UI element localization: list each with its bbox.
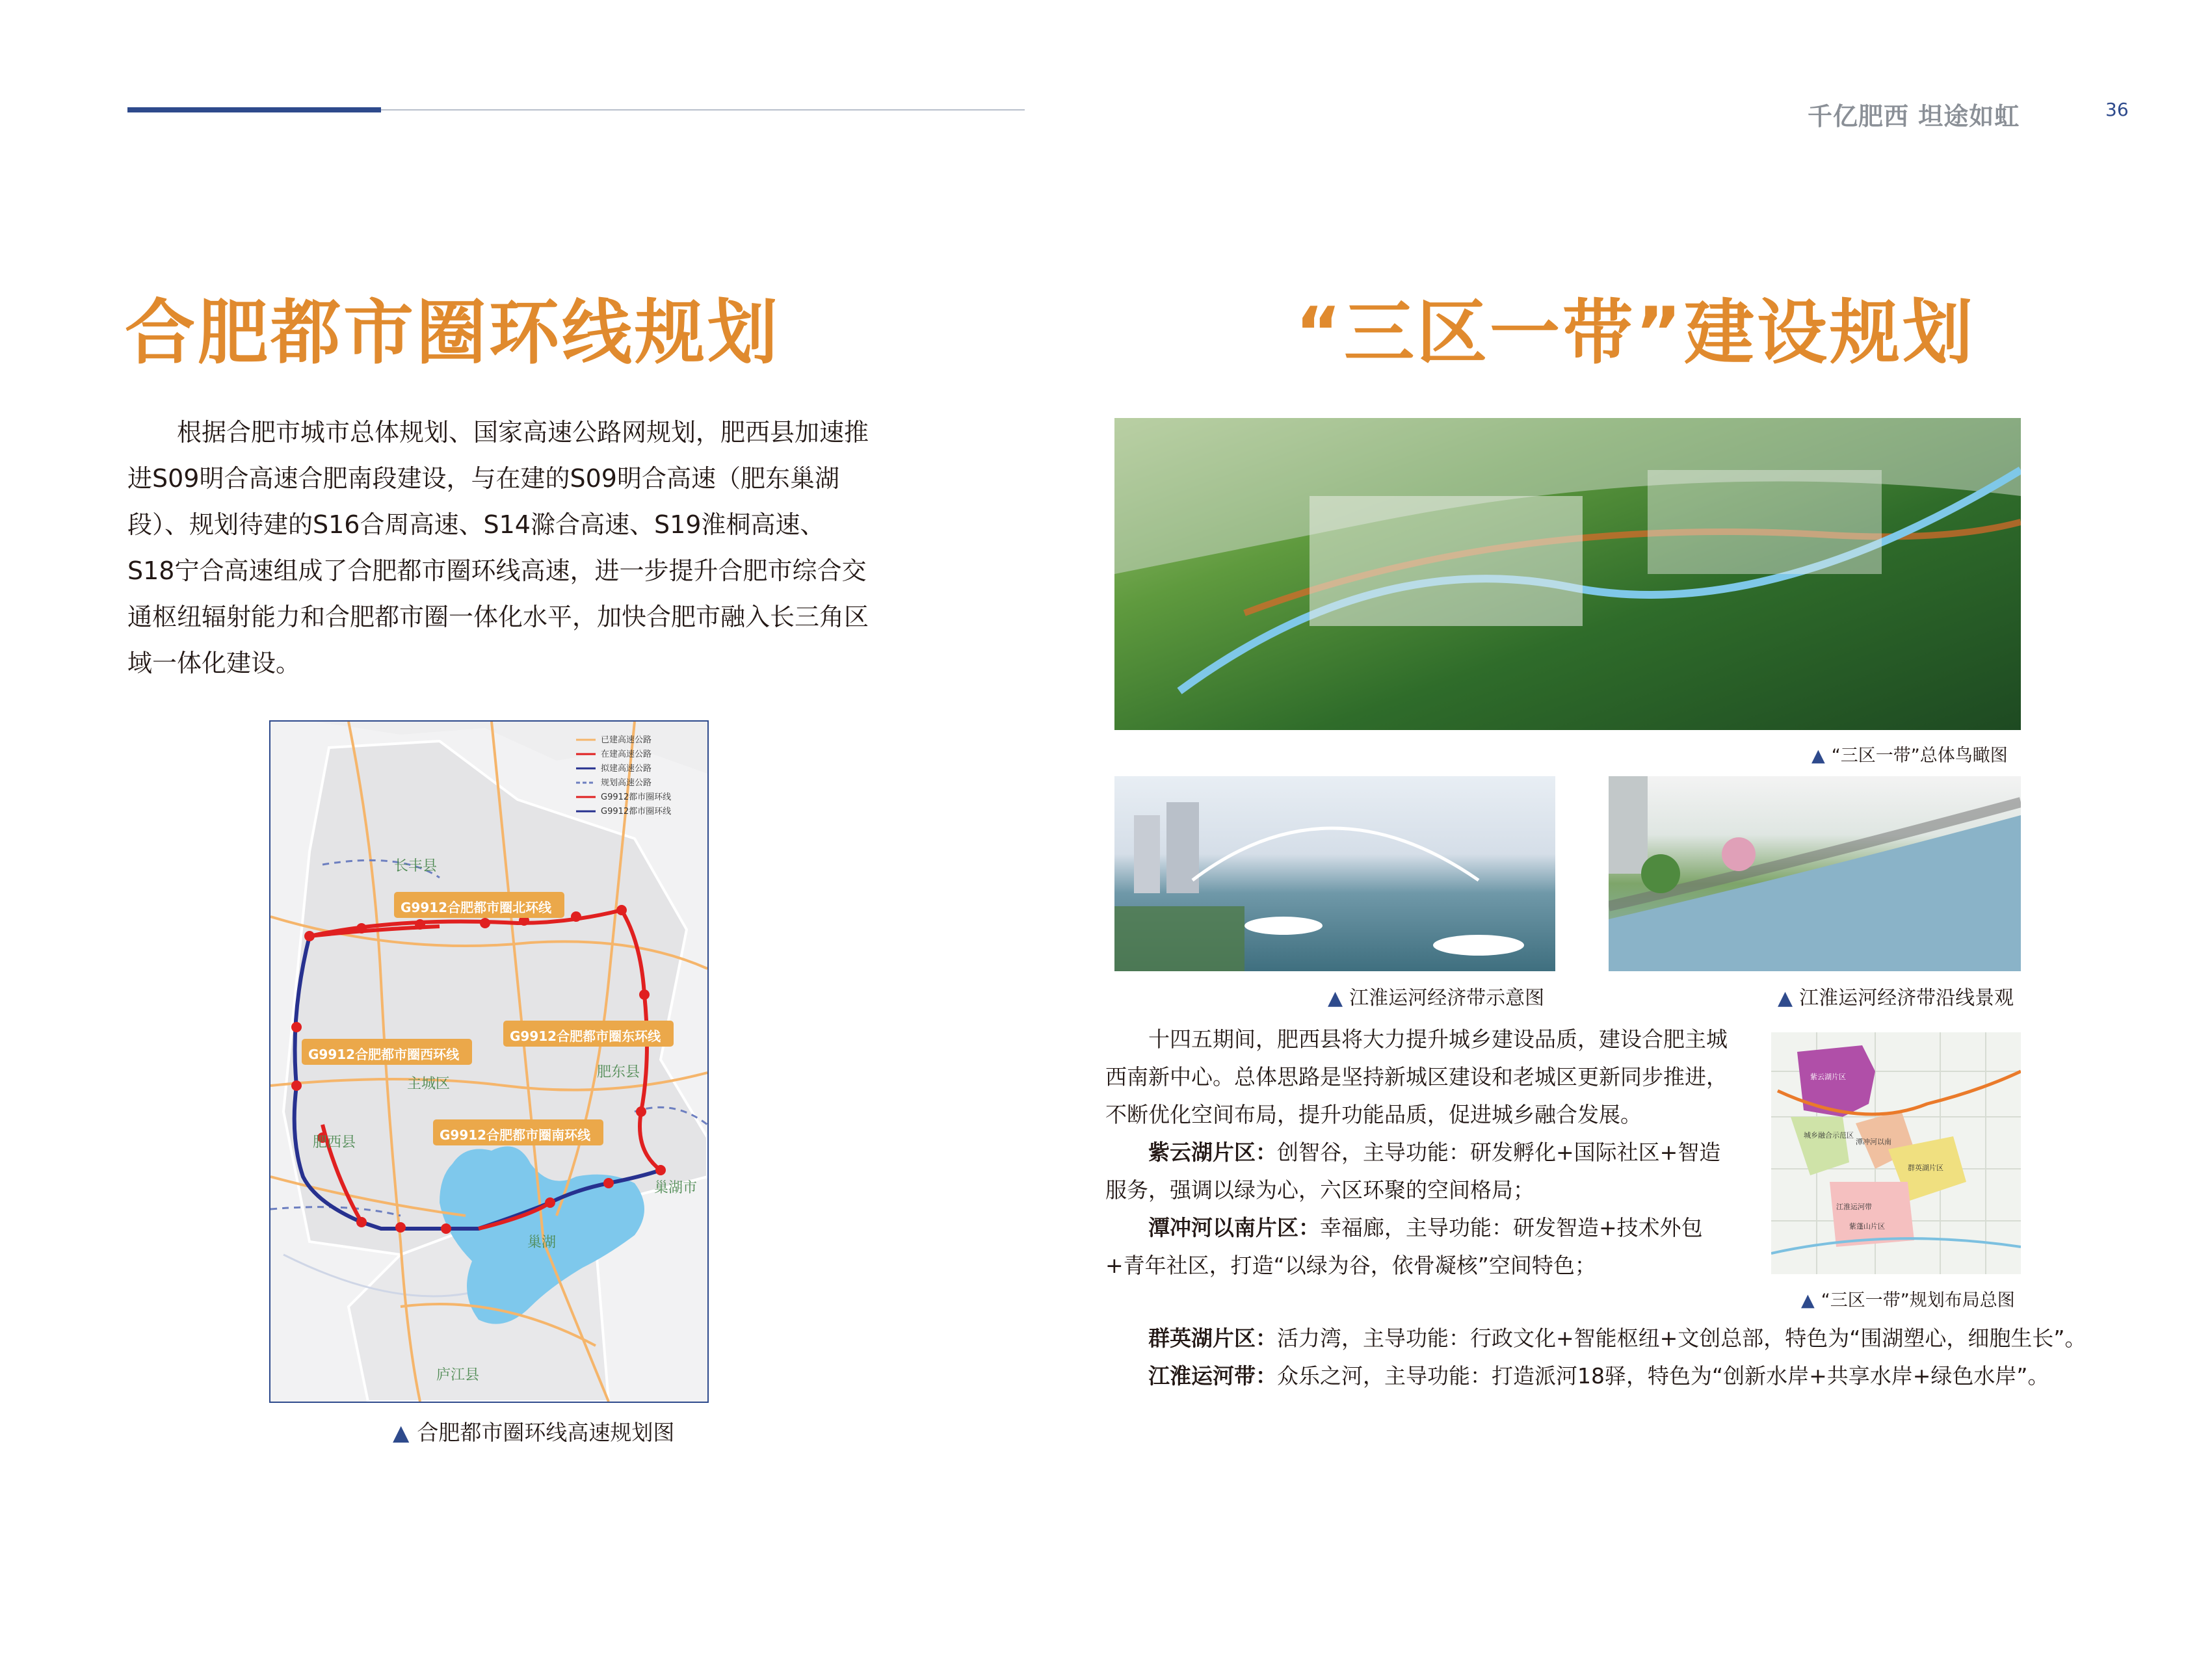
- zone-ziyunhu: [1105, 1134, 1730, 1209]
- layout-label: 江淮运河带: [1836, 1203, 1872, 1211]
- label-north-ring: G9912合肥都市圈北环线: [401, 900, 552, 915]
- triangle-icon: ▲: [393, 1420, 410, 1445]
- canal-landscape-image: [1609, 776, 2021, 971]
- zone-qunyinghu: [1148, 1320, 2087, 1357]
- legend-item: G9912都市圈环线: [601, 807, 672, 816]
- zone-name: 紫云湖片区：: [1148, 1140, 1277, 1165]
- intro-paragraph: 十四五期间，肥西县将大力提升城乡建设品质，建设合肥主城西南新中心。总体思路是坚持新城区建设和老城区更新同步推进，不断优化空间布局，提升功能品质，促进城乡融合发展。: [1105, 1026, 1728, 1127]
- label-east-ring: G9912合肥都市圈东环线: [510, 1028, 661, 1044]
- label-south-ring: G9912合肥都市圈南环线: [440, 1127, 591, 1143]
- legend-item: 已建高速公路: [601, 735, 652, 745]
- place-changfeng: 长丰县: [394, 858, 438, 874]
- page-number: 36: [2105, 99, 2129, 120]
- map-caption: ▲ 合肥都市圈环线高速规划图: [393, 1420, 675, 1445]
- zone-name: 群英湖片区：: [1148, 1326, 1277, 1351]
- brand-slogan: 千亿肥西 坦途如虹: [1808, 102, 2020, 131]
- layout-caption: ▲ “三区一带”规划布局总图: [1801, 1290, 2015, 1311]
- layout-label: 紫云湖片区: [1810, 1073, 1846, 1081]
- place-feidong: 肥东县: [597, 1064, 640, 1080]
- zone-text: 幸福廊，主导功能：研发智造+技术外包+青年社区，打造“以绿为谷，依骨凝核”空间特色；: [1105, 1215, 1703, 1278]
- layout-label: 群英湖片区: [1908, 1164, 1943, 1172]
- label-west-ring: G9912合肥都市圈西环线: [308, 1047, 460, 1062]
- zone-jianghuai-canal: [1148, 1357, 2059, 1395]
- legend-item: 规划高速公路: [601, 778, 652, 788]
- zone-text: 创智谷，主导功能：研发孵化+国际社区+智造服务，强调以绿为心，六区环聚的空间格局；: [1105, 1140, 1721, 1203]
- zone-tanchonghe: [1105, 1209, 1730, 1285]
- layout-label: 潭冲河以南: [1856, 1138, 1891, 1146]
- landscape-caption: ▲ 江淮运河经济带沿线景观: [1778, 987, 2014, 1010]
- aerial-caption: ▲ “三区一带”总体鸟瞰图: [1811, 746, 2008, 766]
- place-chaohu-lake: 巢湖: [527, 1234, 557, 1251]
- right-title: “三区一带”建设规划: [1295, 293, 1975, 374]
- place-main-city: 主城区: [407, 1076, 451, 1092]
- layout-label: 城乡融合示范区: [1804, 1131, 1854, 1140]
- legend-item: G9912都市圈环线: [601, 792, 672, 802]
- header-accent-bar: [127, 107, 381, 112]
- layout-plan-map: [1771, 1032, 2021, 1274]
- left-title: 合肥都市圈环线规划: [125, 293, 781, 374]
- place-lujiang: 庐江县: [436, 1367, 480, 1383]
- layout-label: 紫蓬山片区: [1849, 1222, 1885, 1231]
- zone-name: 江淮运河带：: [1148, 1363, 1277, 1389]
- aerial-view-image: [1114, 418, 2021, 730]
- triangle-icon: ▲: [1801, 1290, 1815, 1311]
- zone-text: 活力湾，主导功能：行政文化+智能枢纽+文创总部，特色为“围湖塑心，细胞生长”。: [1277, 1326, 2087, 1351]
- triangle-icon: ▲: [1811, 746, 1825, 766]
- zone-name: 潭冲河以南片区：: [1148, 1215, 1320, 1240]
- highway-ring-map: [269, 720, 709, 1403]
- legend-item: 在建高速公路: [601, 750, 652, 759]
- zone-text: 众乐之河，主导功能：打造派河18驿，特色为“创新水岸+共享水岸+绿色水岸”。: [1277, 1363, 2049, 1389]
- triangle-icon: ▲: [1328, 987, 1343, 1010]
- canal-caption: ▲ 江淮运河经济带示意图: [1328, 987, 1545, 1010]
- place-feixi: 肥西县: [313, 1134, 356, 1151]
- left-paragraph: 根据合肥市城市总体规划、国家高速公路网规划，肥西县加速推进S09明合高速合肥南段建设，与在建的S09明合高速（肥东巢湖段）、规划待建的S16合周高速、S14滁合高速、S19淮桐高速、S18宁合高速组成了合肥都市圈环线高速，进一步提升合肥市综合交通枢纽辐射能力和合肥都市圈一体化水平，加快合肥市融入长三角区域一体化建设。: [127, 418, 869, 677]
- legend-item: 拟建高速公路: [601, 764, 652, 774]
- triangle-icon: ▲: [1778, 987, 1793, 1010]
- map-legend: [601, 733, 671, 819]
- place-chaohu-city: 巢湖市: [654, 1180, 698, 1196]
- canal-belt-image: [1114, 776, 1555, 971]
